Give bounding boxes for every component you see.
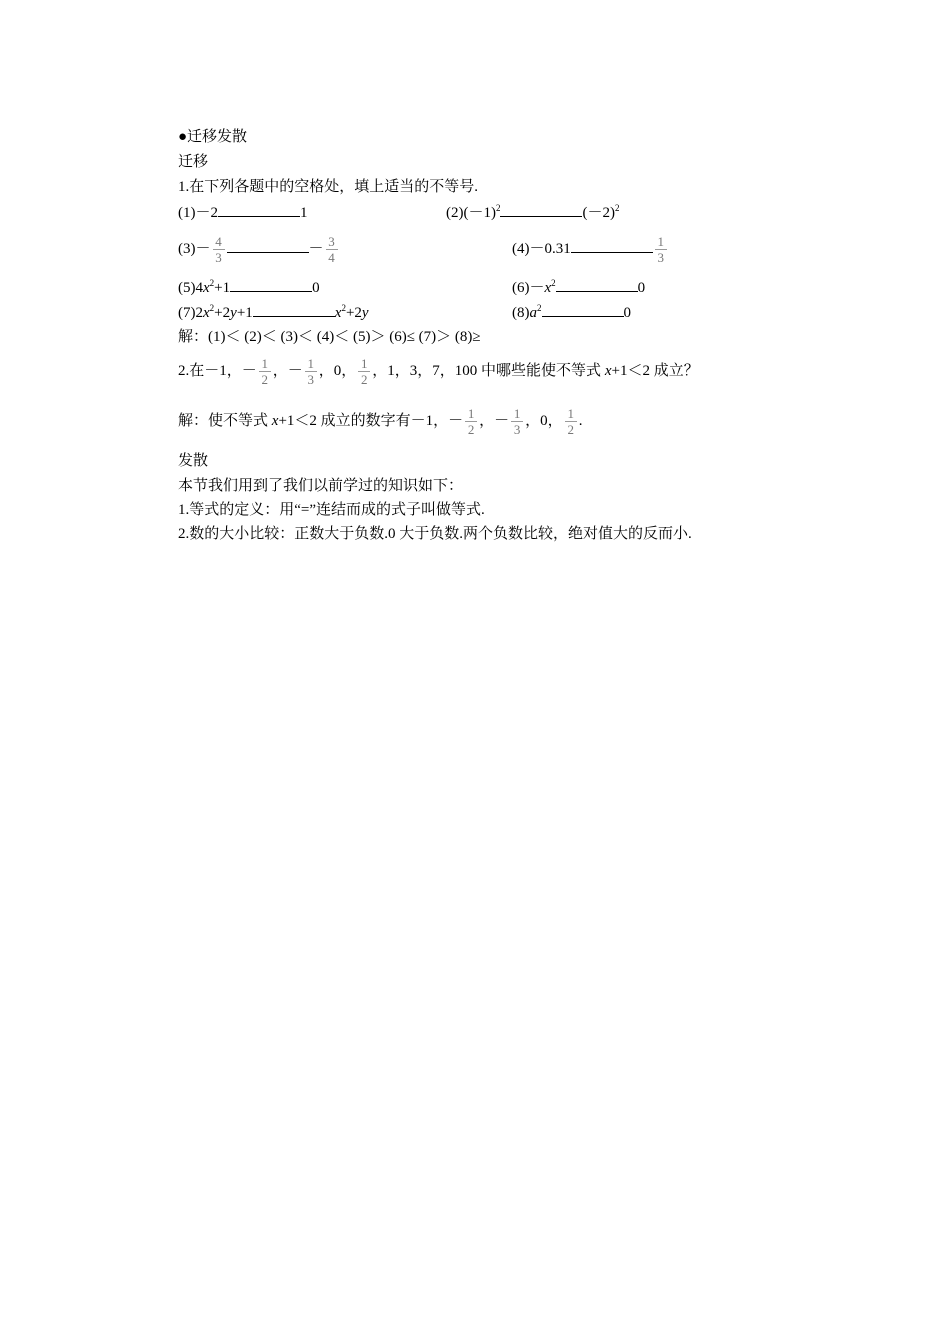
section-transfer-title: 迁移 [178, 154, 209, 170]
answer-blank [556, 277, 638, 292]
q1-item-2: $(2)(-1)^2$ $(-2)^2$ [446, 203, 620, 221]
q1-item-7: $(7)2x^2+2y+1$ $x^2+2y$ [178, 303, 369, 321]
fraction: $\frac{4}{3}$ [213, 234, 225, 265]
q1-item-5: $(5)4x^2+1$ 0 [178, 278, 320, 296]
fraction: $\frac{1}{2}$ [465, 406, 477, 437]
answer-blank [500, 202, 582, 217]
fraction: $\frac{1}{2}$ [358, 356, 370, 387]
fraction: $\frac{1}{3}$ [511, 406, 523, 437]
heading: ●迁移发散 [178, 129, 248, 145]
answer-blank [571, 238, 653, 253]
knowledge-point-2: 2.数的大小比较：正数大于负数.0 大于负数.两个负数比较，绝对值大的反而小. [178, 526, 692, 542]
fraction: $\frac{3}{4}$ [326, 234, 338, 265]
question-2-prompt: 2.在－1，－ $\frac{1}{2}$ ，－ $\frac{1}{3}$ ，0， $\frac{1}{2}$ ，1，3，7，100 中哪些能使不等式 x+1＜2 成立？ [178, 356, 699, 388]
fraction: $\frac{1}{3}$ [305, 356, 317, 387]
answer-blank [218, 202, 300, 217]
fraction: $\frac{1}{2}$ [565, 406, 577, 437]
q1-item-3: (3)－ $\frac{4}{3}$ － $\frac{3}{4}$ [178, 230, 340, 268]
answer-blank [230, 277, 312, 292]
question-2-answer: 解：使不等式 x+1＜2 成立的数字有－1，－ $\frac{1}{2}$ ，－ $\frac{1}{3}$ ，0， $\frac{1}{2}$ . [178, 406, 583, 438]
q1-item-8: $(8)a^2$ 0 [512, 303, 631, 321]
fraction: $\frac{1}{2}$ [259, 356, 271, 387]
section-divergence-title: 发散 [178, 453, 209, 469]
q1-item-1: (1)－2 1 [178, 202, 308, 223]
question-1-prompt: 1.在下列各题中的空格处，填上适当的不等号. [178, 179, 479, 195]
question-1-answer: 解：(1)＜ (2)＜ (3)＜ (4)＜ (5)＞ (6)≤ (7)＞ (8)≥ [178, 329, 481, 345]
answer-blank [542, 302, 624, 317]
answer-blank [227, 238, 309, 253]
knowledge-point-1: 1.等式的定义：用“=”连结而成的式子叫做等式. [178, 502, 485, 518]
q1-item-6: $(6)-x^2$ 0 [512, 278, 646, 296]
fraction: $\frac{1}{3}$ [655, 234, 667, 265]
q1-item-4: (4)－0.31 $\frac{1}{3}$ [512, 230, 669, 268]
knowledge-intro: 本节我们用到了我们以前学过的知识如下： [178, 478, 464, 494]
answer-blank [253, 302, 335, 317]
